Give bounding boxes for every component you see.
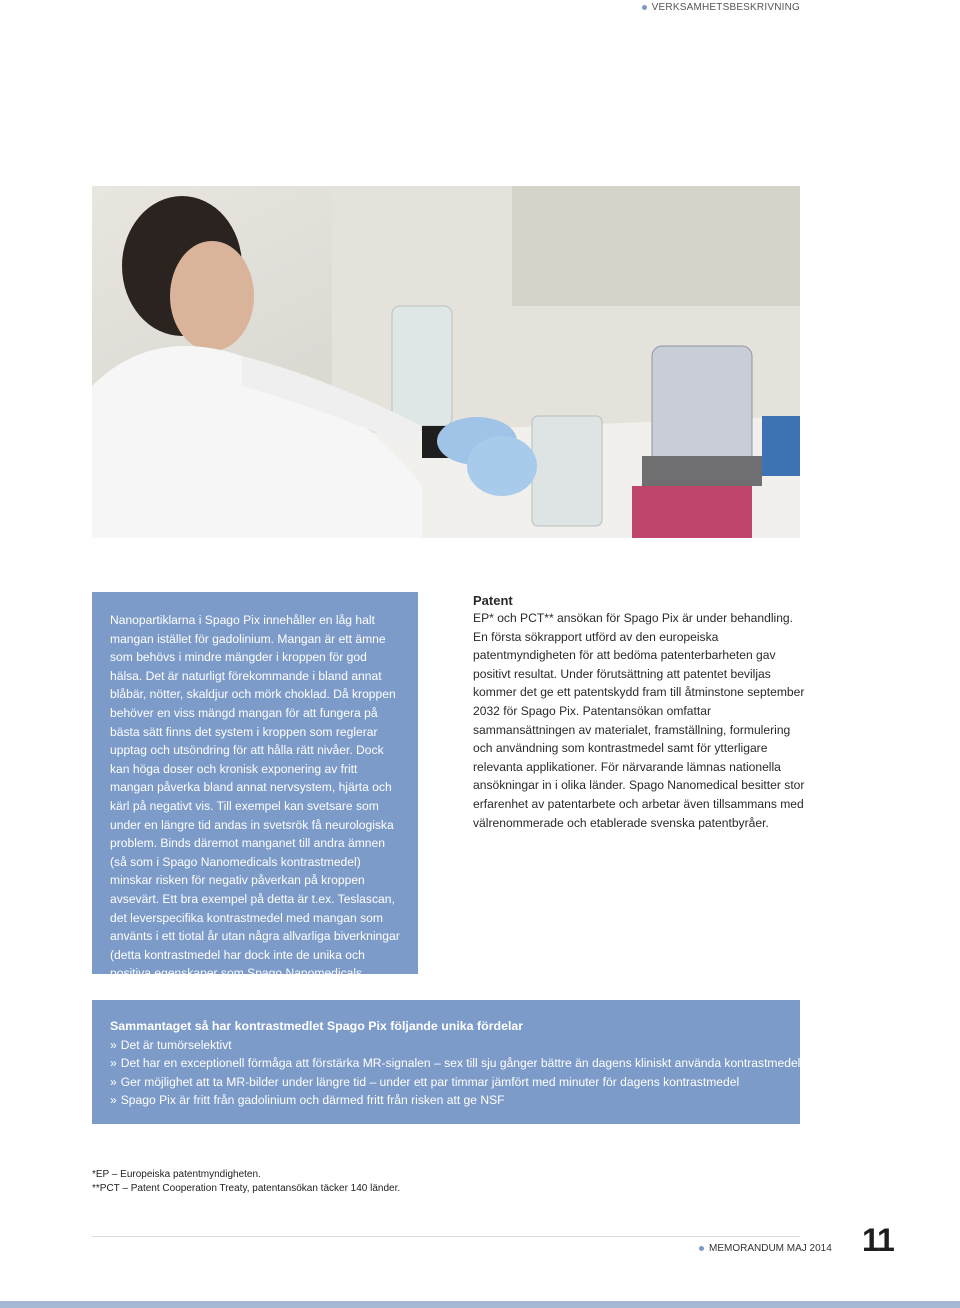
list-item-text: Spago Pix är fritt från gadolinium och därmed fritt från risken att ge NSF [120, 1093, 505, 1108]
list-marker: » [110, 1037, 117, 1052]
lab-photo-illustration [92, 186, 800, 538]
footer-divider [92, 1236, 800, 1237]
footer-label-text: MEMORANDUM MAJ 2014 [709, 1243, 832, 1254]
list-marker: » [110, 1074, 117, 1089]
manganese-info-box [92, 592, 418, 999]
summary-heading: Sammantaget så har kontrastmedlet Spago Pix följande unika fördelar [110, 1019, 524, 1033]
patent-heading: Patent [473, 593, 513, 608]
bullet-icon [642, 5, 647, 10]
list-item-text: Det har en exceptionell förmåga att förstärka MR-signalen – sex till sju gånger bättre än dagens kliniskt använda kontrastmedel [120, 1056, 801, 1071]
section-title: VERKSAMHETSBESKRIVNING [651, 2, 800, 13]
lab-photo [92, 186, 800, 538]
footnote: *EP – Europeiska patentmyndigheten. [92, 1169, 261, 1180]
list-item [110, 1036, 782, 1055]
bullet-icon [699, 1246, 704, 1251]
patent-text: EP* och PCT** ansökan för Spago Pix är under behandling. En första sökrapport utförd av den europeiska patentmyndigheten för att bedöma patenterbarheten gav positivt resultat. Under förutsättning att patentet beviljas kommer det ge ett patentskydd fram till åtminstone september 2032 för Spago Pix. Patentansökan omfattar sammansättningen av materialet, framställning, formulering och användning som kontrastmedel samt för ytterligare relevanta applikationer. För närvarande lämnas nationella ansökningar in i olika länder. Spago Nanomedical besitter stor erfarenhet av patentarbete och arbetar även tillsammans med välrenommerade och etablerade svenska patentbyråer. [473, 611, 805, 830]
footnotes [92, 1168, 400, 1195]
list-marker: » [110, 1056, 117, 1071]
list-item [110, 1073, 782, 1092]
list-item-text: Ger möjlighet att ta MR-bilder under längre tid – under ett par timmar jämfört med minuter för dagens kontrastmedel [120, 1074, 740, 1089]
footer-label [699, 1243, 832, 1254]
bottom-band [0, 1301, 960, 1308]
page-number: 11 [862, 1222, 894, 1258]
patent-section [473, 592, 808, 832]
advantages-list [110, 1036, 801, 1110]
summary-box [92, 1000, 800, 1124]
footnote: **PCT – Patent Cooperation Treaty, patentansökan täcker 140 länder. [92, 1182, 401, 1194]
list-item [110, 1091, 782, 1110]
list-item [110, 1054, 801, 1073]
manganese-info-text: Nanopartiklarna i Spago Pix innehåller en låg halt mangan istället för gadolinium. Mangan är ett ämne som behövs i mindre mängder i kroppen för god hälsa. Det är naturligt förekommande i bland annat blåbär, nötter, skaldjur och mörk choklad. Då kroppen behöver en viss mängd mangan för att fungera på bästa sätt finns det system i kroppen som reglerar upptag och utsöndring för att hålla rätt nivåer. Dock kan höga doser och kronisk exponering av fritt mangan påverka bland annat nervsystem, hjärta och kärl på negativt vis. Till exempel kan svetsare som under en längre tid andas in svetsrök få neurologiska problem. Binds däremot manganet till andra ämnen (så som i Spago Nanomedicals kontrastmedel) minskar risken för negativ påverkan på kroppen avsevärt. Ett bra exempel på detta är t.ex. Teslascan, det leverspecifika kontrastmedel med mangan som använts i ett tiotal år utan några allvarliga biverkningar (detta kontrastmedel har dock inte de unika och positiva egenskaper som Spago Nanomedicals nanopartiklar har, så som hög relaxivitet och [110, 613, 400, 999]
list-marker: » [110, 1093, 117, 1108]
list-item-text: Det är tumörselektivt [120, 1037, 232, 1052]
section-header [642, 2, 800, 13]
